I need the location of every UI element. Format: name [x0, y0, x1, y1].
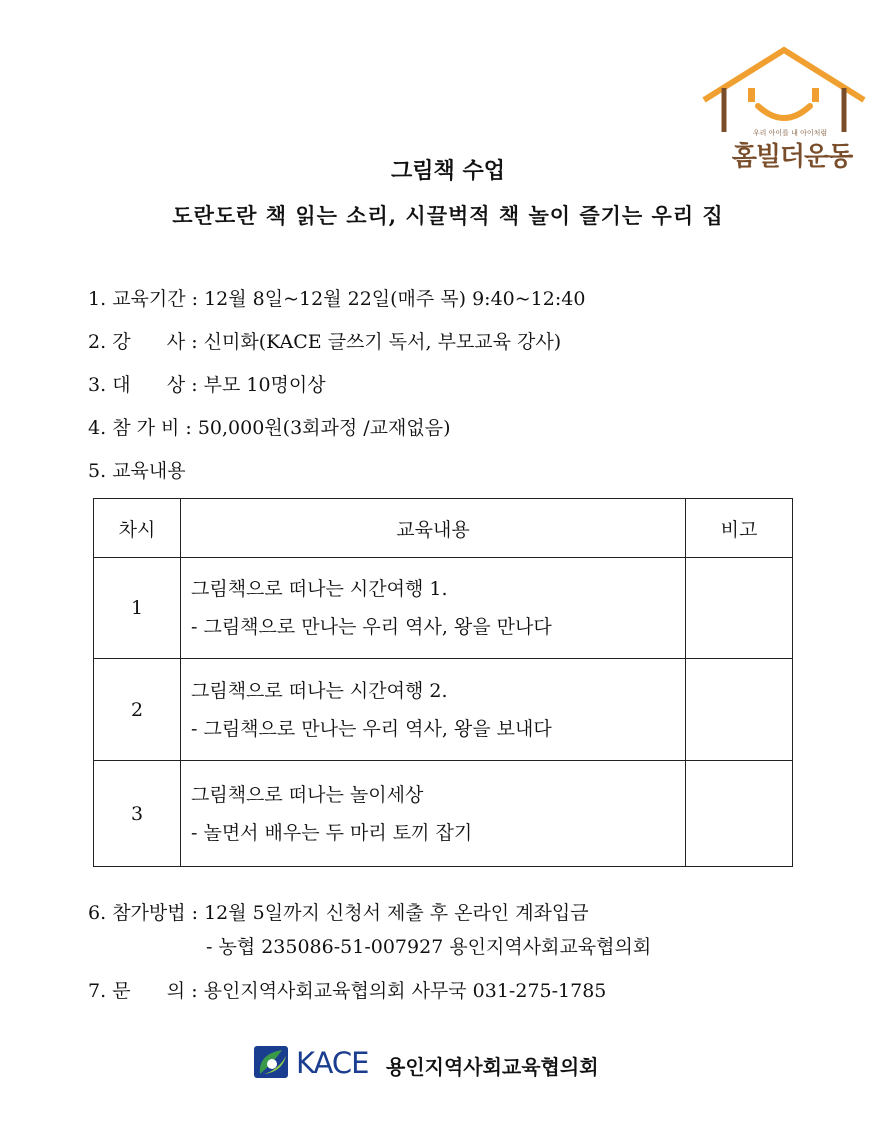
session-title: 그림책으로 떠나는 놀이세상 — [191, 783, 424, 806]
item-label: 참가방법 — [112, 902, 186, 924]
item-fee — [88, 413, 451, 440]
item-label: 교육내용 — [112, 460, 186, 482]
item-number: 6. — [88, 902, 107, 924]
session-content — [181, 558, 686, 659]
session-title: 그림책으로 떠나는 시간여행 1. — [191, 578, 448, 600]
item-target — [88, 370, 326, 397]
item-value: : 용인지역사회교육협의회 사무국 031-275-1785 — [191, 980, 607, 1002]
item-period — [88, 284, 585, 311]
session-note — [686, 558, 793, 659]
item-inquiry — [88, 976, 606, 1003]
session-content — [181, 761, 686, 867]
session-number: 3 — [94, 761, 181, 867]
item-number: 7. — [88, 980, 107, 1002]
header-content: 교육내용 — [181, 499, 686, 558]
schedule-table — [93, 498, 793, 867]
item-label: 교육기간 — [112, 288, 186, 310]
logo-name: 홈빌더운동 — [731, 142, 853, 172]
session-detail: - 그림책으로 만나는 우리 역사, 왕을 보내다 — [191, 717, 552, 740]
footer-logo — [252, 1044, 652, 1080]
item-number: 5. — [88, 460, 107, 482]
item-value: : 부모 10명이상 — [191, 374, 326, 396]
page-title: 그림책 수업 — [391, 158, 505, 184]
session-detail: - 놀면서 배우는 두 마리 토끼 잡기 — [191, 821, 473, 844]
header-session: 차시 — [94, 499, 181, 558]
item-number: 1. — [88, 288, 107, 310]
item-value: : 12월 8일~12월 22일(매주 목) 9:40~12:40 — [191, 288, 586, 310]
session-title: 그림책으로 떠나는 시간여행 2. — [191, 679, 448, 702]
table-row — [94, 659, 793, 761]
session-number: 2 — [94, 659, 181, 761]
table-row — [94, 761, 793, 867]
item-method — [88, 898, 589, 925]
item-value: : 50,000원(3회과정 /교재없음) — [185, 417, 451, 439]
logo-slogan: 우리 아이를 내 아이처럼 — [752, 129, 828, 137]
header-note: 비고 — [686, 499, 793, 558]
table-row — [94, 558, 793, 659]
kace-leaf-icon — [252, 1044, 296, 1080]
session-number: 1 — [94, 558, 181, 659]
item-label: 문 의 — [112, 980, 186, 1002]
session-content — [181, 659, 686, 761]
item-number: 2. — [88, 331, 107, 353]
item-value: : 신미화(KACE 글쓰기 독서, 부모교육 강사) — [191, 331, 562, 353]
item-label: 강 사 — [112, 331, 186, 353]
kace-wordmark: KACE — [296, 1046, 369, 1080]
item-label: 참 가 비 — [112, 417, 180, 439]
org-name: 용인지역사회교육협의회 — [386, 1055, 599, 1079]
page-subtitle: 도란도란 책 읽는 소리, 시끌벅적 책 놀이 즐기는 우리 집 — [172, 203, 724, 228]
item-content — [88, 456, 186, 483]
item-number: 3. — [88, 374, 107, 396]
session-detail: - 그림책으로 만나는 우리 역사, 왕을 만나다 — [191, 616, 552, 638]
bank-account: - 농협 235086-51-007927 용인지역사회교육협의회 — [206, 936, 652, 958]
item-value: : 12월 5일까지 신청서 제출 후 온라인 계좌입금 — [191, 902, 589, 924]
session-note — [686, 659, 793, 761]
table-header-row — [94, 499, 793, 558]
item-number: 4. — [88, 417, 107, 439]
item-instructor — [88, 327, 561, 354]
item-label: 대 상 — [112, 374, 186, 396]
session-note — [686, 761, 793, 867]
